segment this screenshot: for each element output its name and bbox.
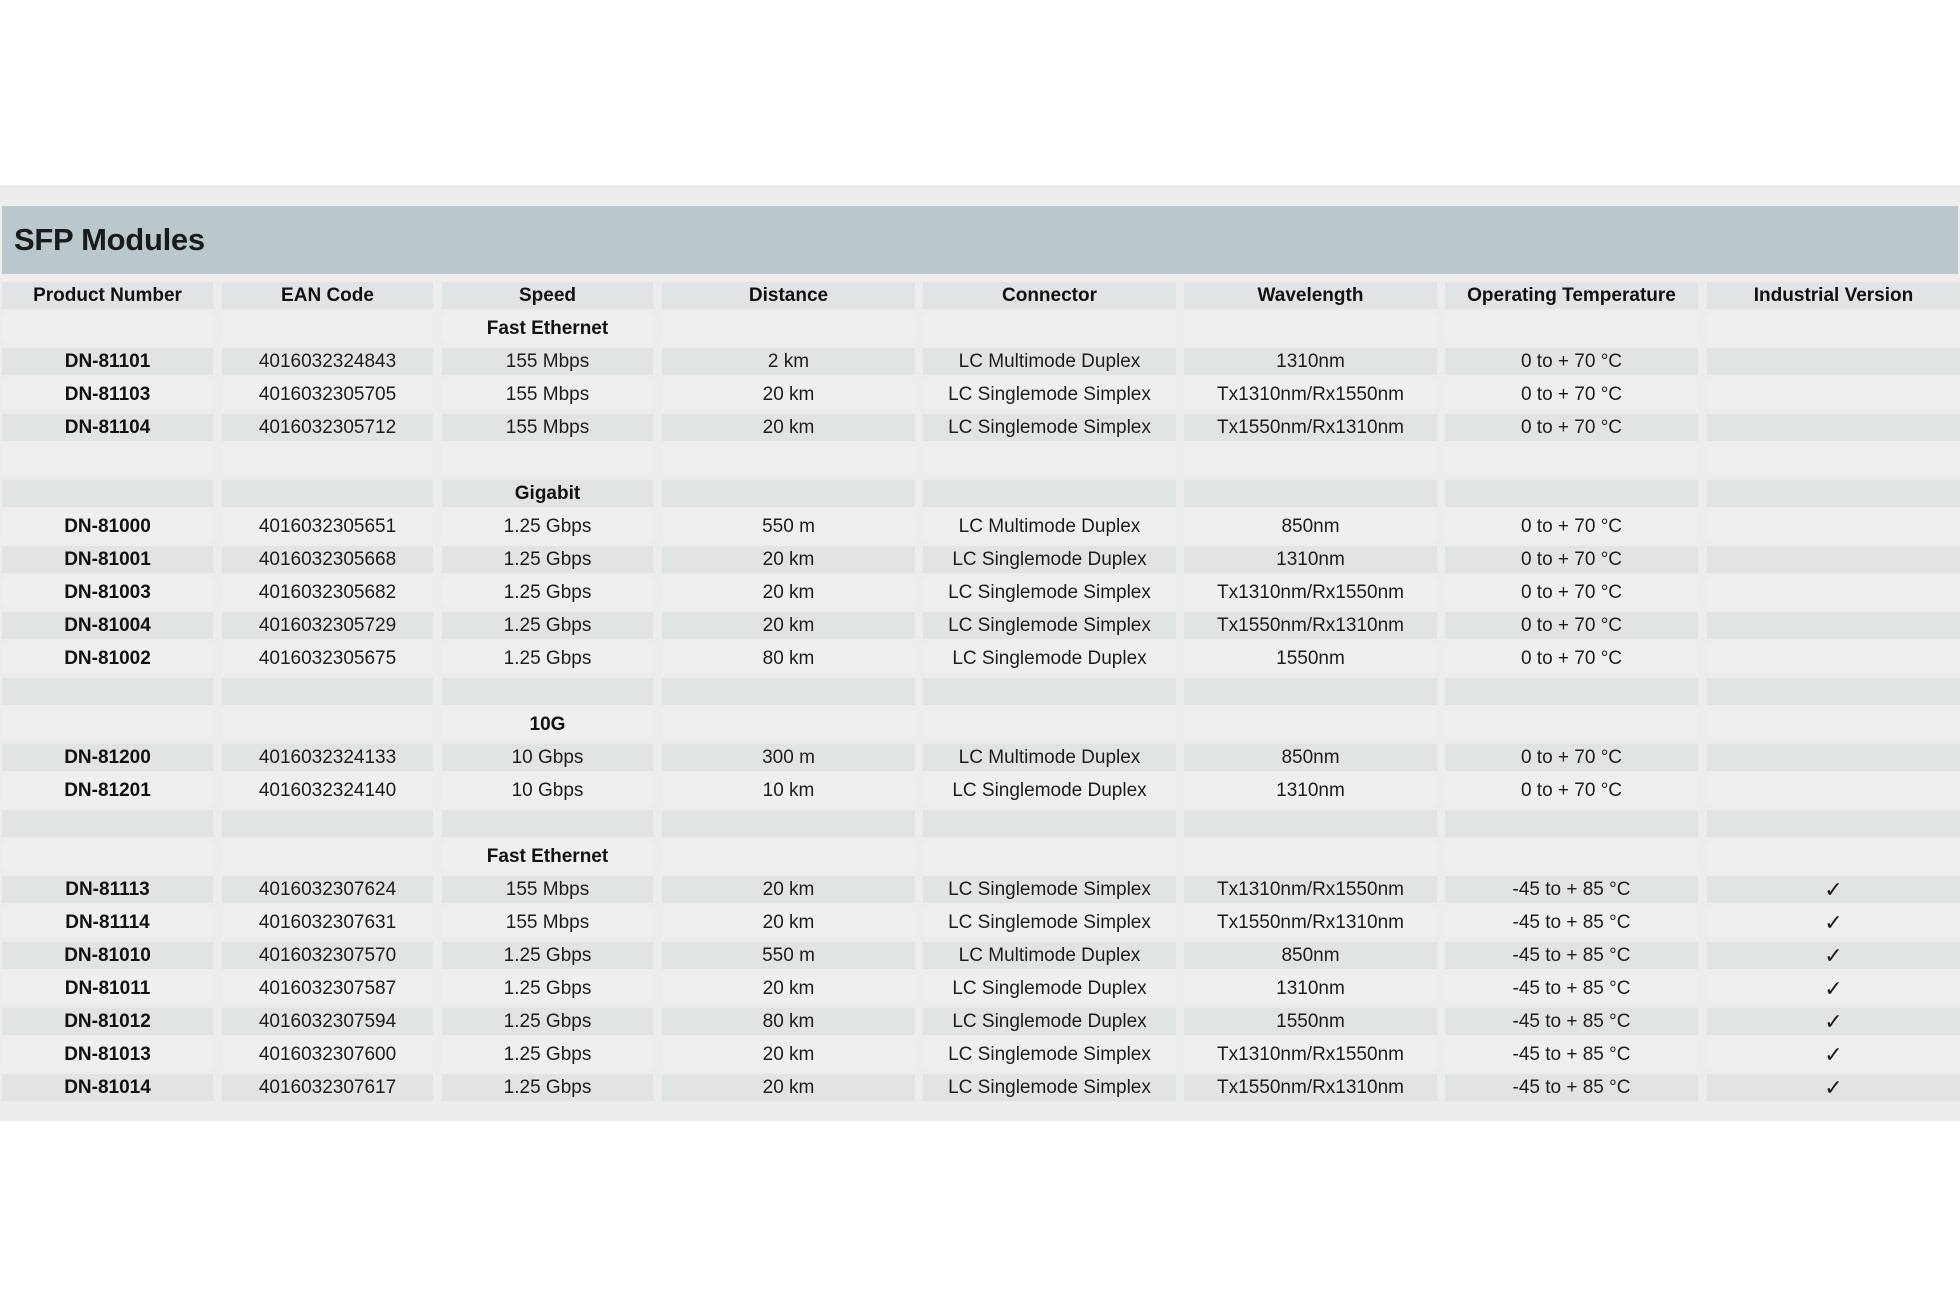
empty-cell [442,447,653,474]
table-row [0,942,1960,975]
cell-wavelength: Tx1550nm/Rx1310nm [1184,1074,1437,1101]
industrial-version-check-icon: ✓ [1707,942,1960,969]
empty-cell [1184,810,1437,837]
cell-connector: LC Multimode Duplex [923,942,1176,969]
cell-wavelength: Tx1550nm/Rx1310nm [1184,909,1437,936]
table-body [0,315,1960,1107]
empty-cell [662,447,915,474]
empty-cell [923,315,1176,342]
cell-operating-temperature: 0 to + 70 °C [1445,777,1698,804]
cell-speed: 10 Gbps [442,777,653,804]
empty-cell [222,447,433,474]
cell-ean-code: 4016032324140 [222,777,433,804]
cell-wavelength: 1550nm [1184,645,1437,672]
cell-operating-temperature: 0 to + 70 °C [1445,414,1698,441]
cell-connector: LC Singlemode Simplex [923,579,1176,606]
cell-wavelength: Tx1310nm/Rx1550nm [1184,876,1437,903]
empty-cell [1707,843,1960,870]
table-row [0,513,1960,546]
cell-ean-code: 4016032307600 [222,1041,433,1068]
cell-connector: LC Singlemode Simplex [923,1074,1176,1101]
table-row [0,777,1960,810]
cell-industrial-version [1707,612,1960,639]
empty-cell [923,480,1176,507]
cell-distance: 20 km [662,414,915,441]
cell-speed: 1.25 Gbps [442,513,653,540]
cell-industrial-version [1707,579,1960,606]
empty-cell [222,843,433,870]
table-row [0,1074,1960,1107]
cell-distance: 20 km [662,579,915,606]
cell-wavelength: 1310nm [1184,777,1437,804]
cell-distance: 2 km [662,348,915,375]
cell-distance: 20 km [662,909,915,936]
cell-operating-temperature: 0 to + 70 °C [1445,381,1698,408]
cell-wavelength: 1310nm [1184,975,1437,1002]
empty-cell [1707,447,1960,474]
cell-wavelength: 850nm [1184,942,1437,969]
cell-distance: 20 km [662,612,915,639]
cell-speed: 1.25 Gbps [442,975,653,1002]
cell-product-number: DN-81103 [2,381,213,408]
empty-cell [923,447,1176,474]
cell-wavelength: Tx1550nm/Rx1310nm [1184,612,1437,639]
table-row [0,546,1960,579]
empty-cell [2,678,213,705]
cell-operating-temperature: -45 to + 85 °C [1445,1074,1698,1101]
industrial-version-check-icon: ✓ [1707,1041,1960,1068]
empty-cell [1184,480,1437,507]
cell-ean-code: 4016032305675 [222,645,433,672]
cell-distance: 550 m [662,513,915,540]
cell-product-number: DN-81001 [2,546,213,573]
empty-cell [662,678,915,705]
cell-ean-code: 4016032305651 [222,513,433,540]
table-row [0,909,1960,942]
section-label: Fast Ethernet [442,315,653,342]
cell-speed: 1.25 Gbps [442,579,653,606]
cell-operating-temperature: 0 to + 70 °C [1445,612,1698,639]
cell-wavelength: 850nm [1184,744,1437,771]
empty-cell [662,810,915,837]
empty-cell [1445,711,1698,738]
cell-industrial-version [1707,777,1960,804]
cell-product-number: DN-81010 [2,942,213,969]
empty-cell [1445,447,1698,474]
cell-ean-code: 4016032307570 [222,942,433,969]
spacer-row [0,810,1960,843]
cell-connector: LC Singlemode Duplex [923,546,1176,573]
empty-cell [222,678,433,705]
cell-operating-temperature: 0 to + 70 °C [1445,744,1698,771]
empty-cell [1445,678,1698,705]
cell-speed: 10 Gbps [442,744,653,771]
cell-speed: 1.25 Gbps [442,546,653,573]
cell-ean-code: 4016032307587 [222,975,433,1002]
empty-cell [1184,711,1437,738]
column-header-wavelength: Wavelength [1184,282,1437,309]
cell-distance: 20 km [662,975,915,1002]
cell-ean-code: 4016032305668 [222,546,433,573]
table-row [0,645,1960,678]
cell-connector: LC Multimode Duplex [923,513,1176,540]
column-header-speed: Speed [442,282,653,309]
column-header-connector: Connector [923,282,1176,309]
cell-speed: 1.25 Gbps [442,1074,653,1101]
empty-cell [1445,480,1698,507]
cell-industrial-version [1707,513,1960,540]
cell-connector: LC Singlemode Duplex [923,975,1176,1002]
empty-cell [2,447,213,474]
column-header-ean-code: EAN Code [222,282,433,309]
table-row [0,1008,1960,1041]
cell-connector: LC Singlemode Simplex [923,612,1176,639]
table-row [0,612,1960,645]
industrial-version-check-icon: ✓ [1707,876,1960,903]
table-row [0,975,1960,1008]
cell-distance: 10 km [662,777,915,804]
cell-connector: LC Singlemode Duplex [923,1008,1176,1035]
cell-operating-temperature: -45 to + 85 °C [1445,975,1698,1002]
cell-product-number: DN-81003 [2,579,213,606]
cell-ean-code: 4016032305705 [222,381,433,408]
cell-wavelength: 1550nm [1184,1008,1437,1035]
cell-product-number: DN-81000 [2,513,213,540]
cell-operating-temperature: 0 to + 70 °C [1445,579,1698,606]
cell-industrial-version [1707,414,1960,441]
cell-ean-code: 4016032307594 [222,1008,433,1035]
empty-cell [222,315,433,342]
cell-wavelength: Tx1310nm/Rx1550nm [1184,1041,1437,1068]
table-header-row [0,282,1960,315]
empty-cell [1707,711,1960,738]
table-row [0,876,1960,909]
cell-distance: 80 km [662,1008,915,1035]
empty-cell [923,810,1176,837]
page-title: SFP Modules [14,222,205,257]
cell-wavelength: 1310nm [1184,348,1437,375]
empty-cell [1445,315,1698,342]
cell-speed: 155 Mbps [442,909,653,936]
cell-operating-temperature: -45 to + 85 °C [1445,1008,1698,1035]
cell-ean-code: 4016032324133 [222,744,433,771]
cell-wavelength: Tx1310nm/Rx1550nm [1184,381,1437,408]
empty-cell [2,810,213,837]
empty-cell [222,480,433,507]
empty-cell [1184,447,1437,474]
empty-cell [1445,843,1698,870]
cell-connector: LC Singlemode Simplex [923,909,1176,936]
cell-connector: LC Singlemode Simplex [923,876,1176,903]
cell-distance: 20 km [662,1041,915,1068]
column-header-distance: Distance [662,282,915,309]
empty-cell [1707,678,1960,705]
cell-distance: 80 km [662,645,915,672]
section-label: Fast Ethernet [442,843,653,870]
empty-cell [662,480,915,507]
cell-industrial-version [1707,381,1960,408]
cell-distance: 20 km [662,546,915,573]
cell-distance: 20 km [662,876,915,903]
empty-cell [923,711,1176,738]
cell-product-number: DN-81114 [2,909,213,936]
cell-distance: 550 m [662,942,915,969]
industrial-version-check-icon: ✓ [1707,1074,1960,1101]
cell-product-number: DN-81012 [2,1008,213,1035]
industrial-version-check-icon: ✓ [1707,975,1960,1002]
empty-cell [222,711,433,738]
cell-connector: LC Singlemode Simplex [923,1041,1176,1068]
section-header-row [0,315,1960,348]
cell-connector: LC Singlemode Duplex [923,645,1176,672]
cell-operating-temperature: -45 to + 85 °C [1445,909,1698,936]
empty-cell [2,843,213,870]
empty-cell [2,480,213,507]
table-row [0,744,1960,777]
spacer-row [0,447,1960,480]
spacer-row [0,678,1960,711]
cell-product-number: DN-81011 [2,975,213,1002]
column-header-operating-temperature: Operating Temperature [1445,282,1698,309]
empty-cell [1184,315,1437,342]
empty-cell [1707,810,1960,837]
cell-wavelength: 850nm [1184,513,1437,540]
cell-speed: 155 Mbps [442,414,653,441]
empty-cell [222,810,433,837]
cell-speed: 1.25 Gbps [442,645,653,672]
section-label: 10G [442,711,653,738]
table-row [0,579,1960,612]
empty-cell [442,678,653,705]
empty-cell [923,843,1176,870]
empty-cell [2,315,213,342]
cell-operating-temperature: -45 to + 85 °C [1445,876,1698,903]
cell-product-number: DN-81004 [2,612,213,639]
cell-ean-code: 4016032307617 [222,1074,433,1101]
cell-connector: LC Singlemode Simplex [923,381,1176,408]
table-row [0,348,1960,381]
cell-distance: 300 m [662,744,915,771]
cell-product-number: DN-81013 [2,1041,213,1068]
sfp-modules-table [0,282,1960,1107]
table-row [0,414,1960,447]
title-bar [2,206,1958,274]
section-header-row [0,480,1960,513]
section-header-row [0,843,1960,876]
empty-cell [662,711,915,738]
empty-cell [1707,480,1960,507]
section-label: Gigabit [442,480,653,507]
cell-product-number: DN-81002 [2,645,213,672]
cell-operating-temperature: 0 to + 70 °C [1445,546,1698,573]
cell-distance: 20 km [662,1074,915,1101]
cell-wavelength: Tx1310nm/Rx1550nm [1184,579,1437,606]
cell-operating-temperature: 0 to + 70 °C [1445,645,1698,672]
empty-cell [2,711,213,738]
table-row [0,381,1960,414]
empty-cell [662,315,915,342]
cell-ean-code: 4016032305729 [222,612,433,639]
cell-industrial-version [1707,546,1960,573]
column-header-industrial-version: Industrial Version [1707,282,1960,309]
cell-connector: LC Singlemode Duplex [923,777,1176,804]
empty-cell [1707,315,1960,342]
cell-product-number: DN-81113 [2,876,213,903]
cell-ean-code: 4016032324843 [222,348,433,375]
cell-product-number: DN-81014 [2,1074,213,1101]
cell-distance: 20 km [662,381,915,408]
cell-ean-code: 4016032305712 [222,414,433,441]
empty-cell [1184,678,1437,705]
cell-speed: 1.25 Gbps [442,1008,653,1035]
cell-product-number: DN-81104 [2,414,213,441]
empty-cell [1445,810,1698,837]
cell-speed: 1.25 Gbps [442,1041,653,1068]
section-header-row [0,711,1960,744]
cell-industrial-version [1707,645,1960,672]
cell-connector: LC Multimode Duplex [923,744,1176,771]
cell-industrial-version [1707,744,1960,771]
cell-ean-code: 4016032307624 [222,876,433,903]
cell-speed: 155 Mbps [442,381,653,408]
cell-wavelength: 1310nm [1184,546,1437,573]
industrial-version-check-icon: ✓ [1707,1008,1960,1035]
cell-product-number: DN-81201 [2,777,213,804]
empty-cell [1184,843,1437,870]
empty-cell [923,678,1176,705]
empty-cell [662,843,915,870]
cell-connector: LC Singlemode Simplex [923,414,1176,441]
industrial-version-check-icon: ✓ [1707,909,1960,936]
cell-ean-code: 4016032305682 [222,579,433,606]
cell-operating-temperature: 0 to + 70 °C [1445,348,1698,375]
cell-wavelength: Tx1550nm/Rx1310nm [1184,414,1437,441]
cell-speed: 1.25 Gbps [442,942,653,969]
table-row [0,1041,1960,1074]
cell-speed: 155 Mbps [442,876,653,903]
cell-connector: LC Multimode Duplex [923,348,1176,375]
column-header-product-number: Product Number [2,282,213,309]
cell-ean-code: 4016032307631 [222,909,433,936]
cell-industrial-version [1707,348,1960,375]
cell-product-number: DN-81101 [2,348,213,375]
cell-speed: 155 Mbps [442,348,653,375]
cell-operating-temperature: -45 to + 85 °C [1445,1041,1698,1068]
cell-operating-temperature: -45 to + 85 °C [1445,942,1698,969]
cell-operating-temperature: 0 to + 70 °C [1445,513,1698,540]
cell-speed: 1.25 Gbps [442,612,653,639]
cell-product-number: DN-81200 [2,744,213,771]
empty-cell [442,810,653,837]
